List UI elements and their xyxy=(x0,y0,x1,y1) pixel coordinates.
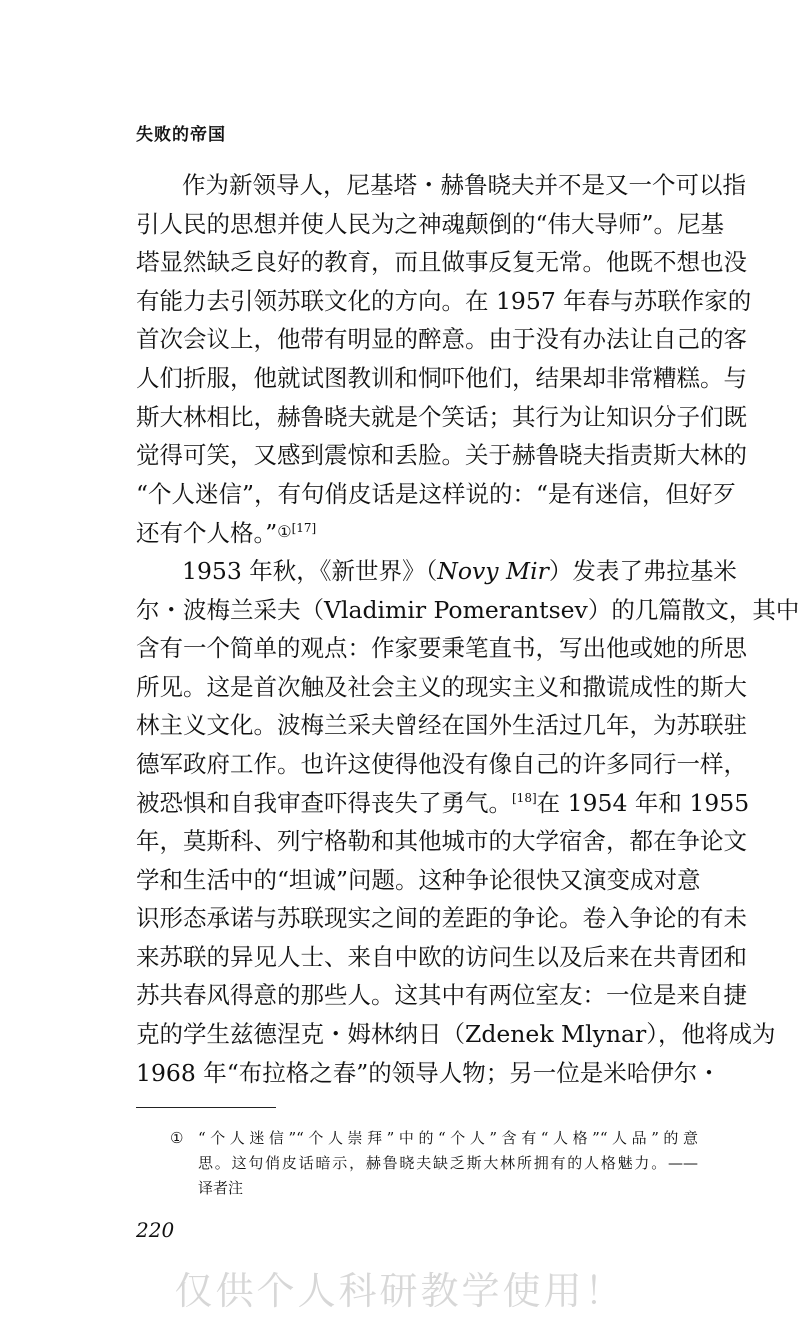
citation-ref[interactable]: [18] xyxy=(512,790,537,805)
footnote-text xyxy=(198,1126,698,1201)
text-line: “个人迷信”，有句俏皮话是这样说的：“是有迷信，但好歹 xyxy=(136,479,737,508)
footnote-line: 思。这句俏皮话暗示，赫鲁晓夫缺乏斯大林所拥有的人格魅力。—— xyxy=(198,1154,698,1172)
footnote-divider xyxy=(136,1107,276,1108)
text-line: 首次会议上，他带有明显的醉意。由于没有办法让自己的客 xyxy=(136,325,747,354)
text-line: 年，莫斯科、列宁格勒和其他城市的大学宿舍，都在争论文 xyxy=(136,827,747,856)
text-line: 苏共春风得意的那些人。这其中有两位室友：一位是来自捷 xyxy=(136,981,747,1010)
text-fragment: 1953 年秋，《新世界》（ xyxy=(182,556,438,585)
text-line: 学和生活中的“坦诚”问题。这种争论很快又演变成对意 xyxy=(136,865,701,894)
text-line: 林主义文化。波梅兰采夫曾经在国外生活过几年，为苏联驻 xyxy=(136,711,747,740)
text-line: 含有一个简单的观点：作家要秉笔直书，写出他或她的所思 xyxy=(136,634,747,663)
text-line: 尔・波梅兰采夫（Vladimir Pomerantsev）的几篇散文，其中 xyxy=(136,595,800,624)
italic-title: Novy Mir xyxy=(437,556,549,585)
text-line: 所见。这是首次触及社会主义的现实主义和撒谎成性的斯大 xyxy=(136,672,747,701)
text-line: 有能力去引领苏联文化的方向。在 1957 年春与苏联作家的 xyxy=(136,286,752,315)
citation-ref[interactable]: [17] xyxy=(291,521,317,536)
page-number: 220 xyxy=(136,1218,175,1242)
text-line xyxy=(136,784,750,823)
running-header: 失败的帝国 xyxy=(136,125,226,145)
text-line: 克的学生兹德涅克・姆林纳日（Zdenek Mlynar），他将成为 xyxy=(136,1020,776,1049)
text-line: 识形态承诺与苏联现实之间的差距的争论。卷入争论的有未 xyxy=(136,904,747,933)
text-line: 觉得可笑，又感到震惊和丢脸。关于赫鲁晓夫指责斯大林的 xyxy=(136,441,747,470)
text-line: 德军政府工作。也许这使得他没有像自己的许多同行一样， xyxy=(136,749,747,778)
text-line: 来苏联的异见人士、来自中欧的访问生以及后来在共青团和 xyxy=(136,942,747,971)
text-line: 引人民的思想并使人民为之神魂颠倒的“伟大导师”。尼基 xyxy=(136,209,725,238)
text-line xyxy=(136,552,737,591)
text-line: 塔显然缺乏良好的教育，而且做事反复无常。他既不想也没 xyxy=(136,248,747,277)
text-line: 人们折服，他就试图教训和恫吓他们，结果却非常糟糕。与 xyxy=(136,363,747,392)
text-fragment: 在 1954 年和 1955 xyxy=(536,788,750,817)
text-line: 作为新领导人，尼基塔・赫鲁晓夫并不是又一个可以指 xyxy=(182,171,746,199)
text-fragment: 被恐惧和自我审查吓得丧失了勇气。 xyxy=(136,788,512,817)
text-fragment: 还有个人格。” xyxy=(136,519,278,548)
text-line: 1968 年“布拉格之春”的领导人物；另一位是米哈伊尔・ xyxy=(136,1058,721,1087)
text-line: 斯大林相比，赫鲁晓夫就是个笑话；其行为让知识分子们既 xyxy=(136,402,747,431)
watermark: 仅供个人科研教学使用！ xyxy=(174,1269,626,1313)
footnote-line: 译者注 xyxy=(198,1179,244,1197)
footnote xyxy=(170,1126,698,1201)
footnote-marker[interactable]: ① xyxy=(277,522,292,542)
main-text xyxy=(136,166,800,1092)
footnote-line: “个人迷信”“个人崇拜”中的“个人”含有“人格”“人品”的意 xyxy=(198,1129,698,1147)
text-line xyxy=(136,513,696,552)
footnote-number: ① xyxy=(170,1129,184,1147)
text-fragment: ）发表了弗拉基米 xyxy=(548,556,737,585)
